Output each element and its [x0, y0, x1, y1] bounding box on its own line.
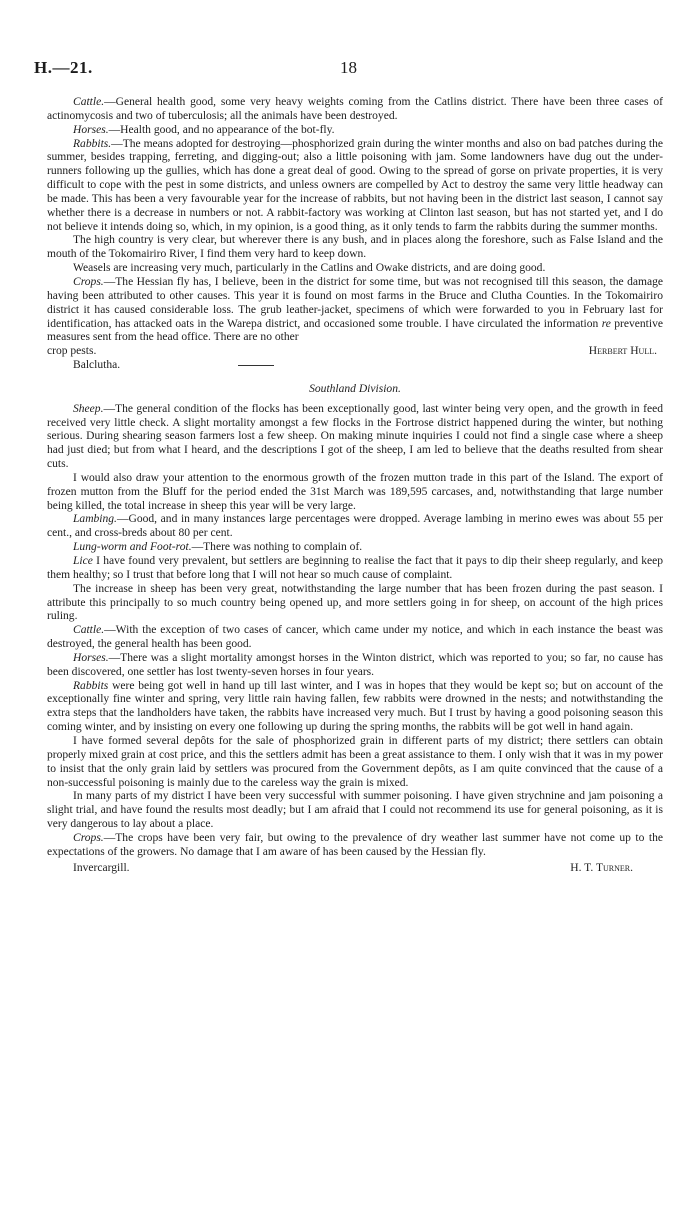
label-lungworm: Lung-worm and Foot-rot. [73, 541, 192, 554]
paragraph-increase: The increase in sheep has been very great, notwithstanding the large number that has been frozen during the past season. I attribute this principally to so much country being opened up, and more settlers going in for sheep, on account of the high prices ruling. [47, 582, 663, 623]
paragraph-frozen-mutton: I would also draw your attention to the enormous growth of the frozen mutton trade in this part of the Island. The export of frozen mutton from the Bluff for the period ended the 31st March was 189,595 carcases, and, notwithstanding that large number being killed, the total increase in sheep this year will be very large. [47, 471, 663, 512]
paragraph-sheep: Sheep.—The general condition of the flocks has been exceptionally good, last winter being very open, and the growth in feed received very little check. A slight mortality amongst a few flocks in the Fortrose district happened during the winter, but nothing serious. During shearing season farmers lost a few sheep. On making minute inquiries I could not find a single case where a sheep had just died; but from what I heard, and the descriptions I got of the sheep, I am led to believe that the deaths resulted from shear cuts. [47, 402, 663, 471]
label-cattle: Cattle. [73, 624, 105, 637]
place-name: Balclutha. [73, 359, 121, 372]
paragraph-cattle: Cattle.—General health good, some very heavy weights coming from the Catlins district. There have been three cases of actinomycosis and two of tuberculosis; all the animals have been destroyed. [47, 96, 663, 122]
body-text [47, 96, 663, 875]
label-crops: Crops. [73, 831, 104, 844]
label-rabbits: Rabbits. [73, 137, 112, 150]
place-line [73, 359, 663, 373]
signature: Herbert Hull. [588, 345, 657, 358]
label-sheep: Sheep. [73, 402, 104, 415]
label-horses: Horses. [73, 651, 109, 664]
page-number: 18 [340, 58, 357, 77]
place-name: Invercargill. [73, 861, 130, 874]
paragraph-summer-poisoning: In many parts of my district I have been very successful with summer poisoning. I have given strychnine and jam poisoning a slight trial, and have found the results most deadly; but I am afraid that I could not recommend its use for general poisoning, as it is very dangerous to lay about a place. [47, 790, 663, 831]
closing-line [73, 862, 663, 876]
signature: H. T. Turner. [570, 861, 633, 874]
document-id: H.—21. [34, 58, 93, 77]
paragraph-rabbits: Rabbits.—The means adopted for destroying—phosphorized grain during the winter months and also on bad patches during the summer, besides trapping, ferreting, and digging-out; also a little poisoning with jam. Some landowners have dug out the under-runners following up the gullies, which has done a great deal of good. Owing to the spread of gorse on private properties, it is very difficult to cope with the pest in some districts, and unless owners are compelled by Act to destroy the same very little headway can be made. This has been a very favourable year for the increase of rabbits, but not having been in the district last season, I cannot say whether there is a decrease in numbers or not. A rabbit-factory was working at Clinton last season, but has not started yet, and I do not believe it intends doing so, which, in my opinion, is a good thing, as it only tends to farm the rabbits during the summer months. [47, 137, 663, 233]
signature-line: crop pests. Herbert Hull. [47, 345, 663, 359]
paragraph-lambing: Lambing.—Good, and in many instances large percentages were dropped. Average lambing in merino ewes was about 55 per cent., and cross-breds about 80 per cent. [47, 513, 663, 540]
paragraph-rabbits-southland: Rabbits were being got well in hand up till last winter, and I was in hopes that they would be kept so; but on account of the exceptionally fine winter and spring, very little rain having fallen, few rabbits were drowned in the nests; and notwithstanding the extra steps that the landholders have taken, the rabbits have increased very much. But I trust by having a good poisoning season this coming winter, and by insisting on every one following up during the spring months, the rabbits will be got well in hand again. [47, 679, 664, 734]
paragraph-horses: Horses.—Health good, and no appearance of the bot-fly. [73, 123, 335, 136]
paragraph-lice: Lice I have found very prevalent, but settlers are beginning to realise the fact that it pays to dip their sheep regularly, and keep them healthy; so I trust that before long that I will not hear so much cause of complaint. [47, 555, 664, 581]
paragraph-weasels: Weasels are increasing very much, particularly in the Catlins and Owake districts, and are doing good. [73, 262, 546, 275]
section-title: Southland Division. [309, 382, 401, 395]
label-lambing: Lambing. [73, 513, 117, 526]
paragraph-crops-southland: Crops.—The crops have been very fair, but owing to the prevalence of dry weather last summer have not come up to the expectations of the growers. No damage that I am aware of has been caused by the Hessian fly. [47, 831, 663, 858]
paragraph-cattle-southland: Cattle.—With the exception of two cases of cancer, which came under my notice, and which in each instance the beast was destroyed, the general health has been good. [47, 624, 663, 651]
label-crops: Crops. [73, 275, 104, 288]
paragraph-high-country: The high country is very clear, but wherever there is any bush, and in places along the foreshore, such as False Island and the mouth of the Tokomairiro River, I find them very hard to keep down. [47, 234, 663, 261]
paragraph-horses-southland: Horses.—There was a slight mortality amongst horses in the Winton district, which was reported to you; so far, no cause has been discovered, one settler has lost twenty-seven horses in four years. [47, 651, 663, 678]
page-header [34, 58, 666, 82]
paragraph-depots: I have formed several depôts for the sale of phosphorized grain in different parts of my district; there settlers can obtain properly mixed grain at cost price, and this the settlers admit has been a great assistance to them. I only wish that it was in my power to insist that the only grain laid by settlers was procured from the Government depôts, as I am quite convinced that the cause of a non-successful poisoning is mainly due to the careless way the grain is mixed. [47, 734, 663, 789]
paragraph-lungworm: Lung-worm and Foot-rot.—There was nothing to complain of. [73, 541, 363, 554]
label-lice: Lice [73, 555, 93, 567]
label-rabbits: Rabbits [73, 679, 109, 692]
label-cattle: Cattle. [73, 96, 105, 108]
section-divider [238, 365, 274, 366]
paragraph-crops: Crops.—The Hessian fly has, I believe, been in the district for some time, but was not recognised till this season, the damage having been attributed to other causes. This year it is found on most farms in the Bruce and Clutha Counties. In the Tokomairiro district it has caused considerable loss. The grub leather-jacket, specimens of which were forwarded to you in February last for identification, has attacked oats in the Warepa district, and occasioned some trouble. I have circulated the information re preventive measures sent from the head office. There are no other [47, 275, 663, 344]
label-horses: Horses. [73, 123, 109, 136]
